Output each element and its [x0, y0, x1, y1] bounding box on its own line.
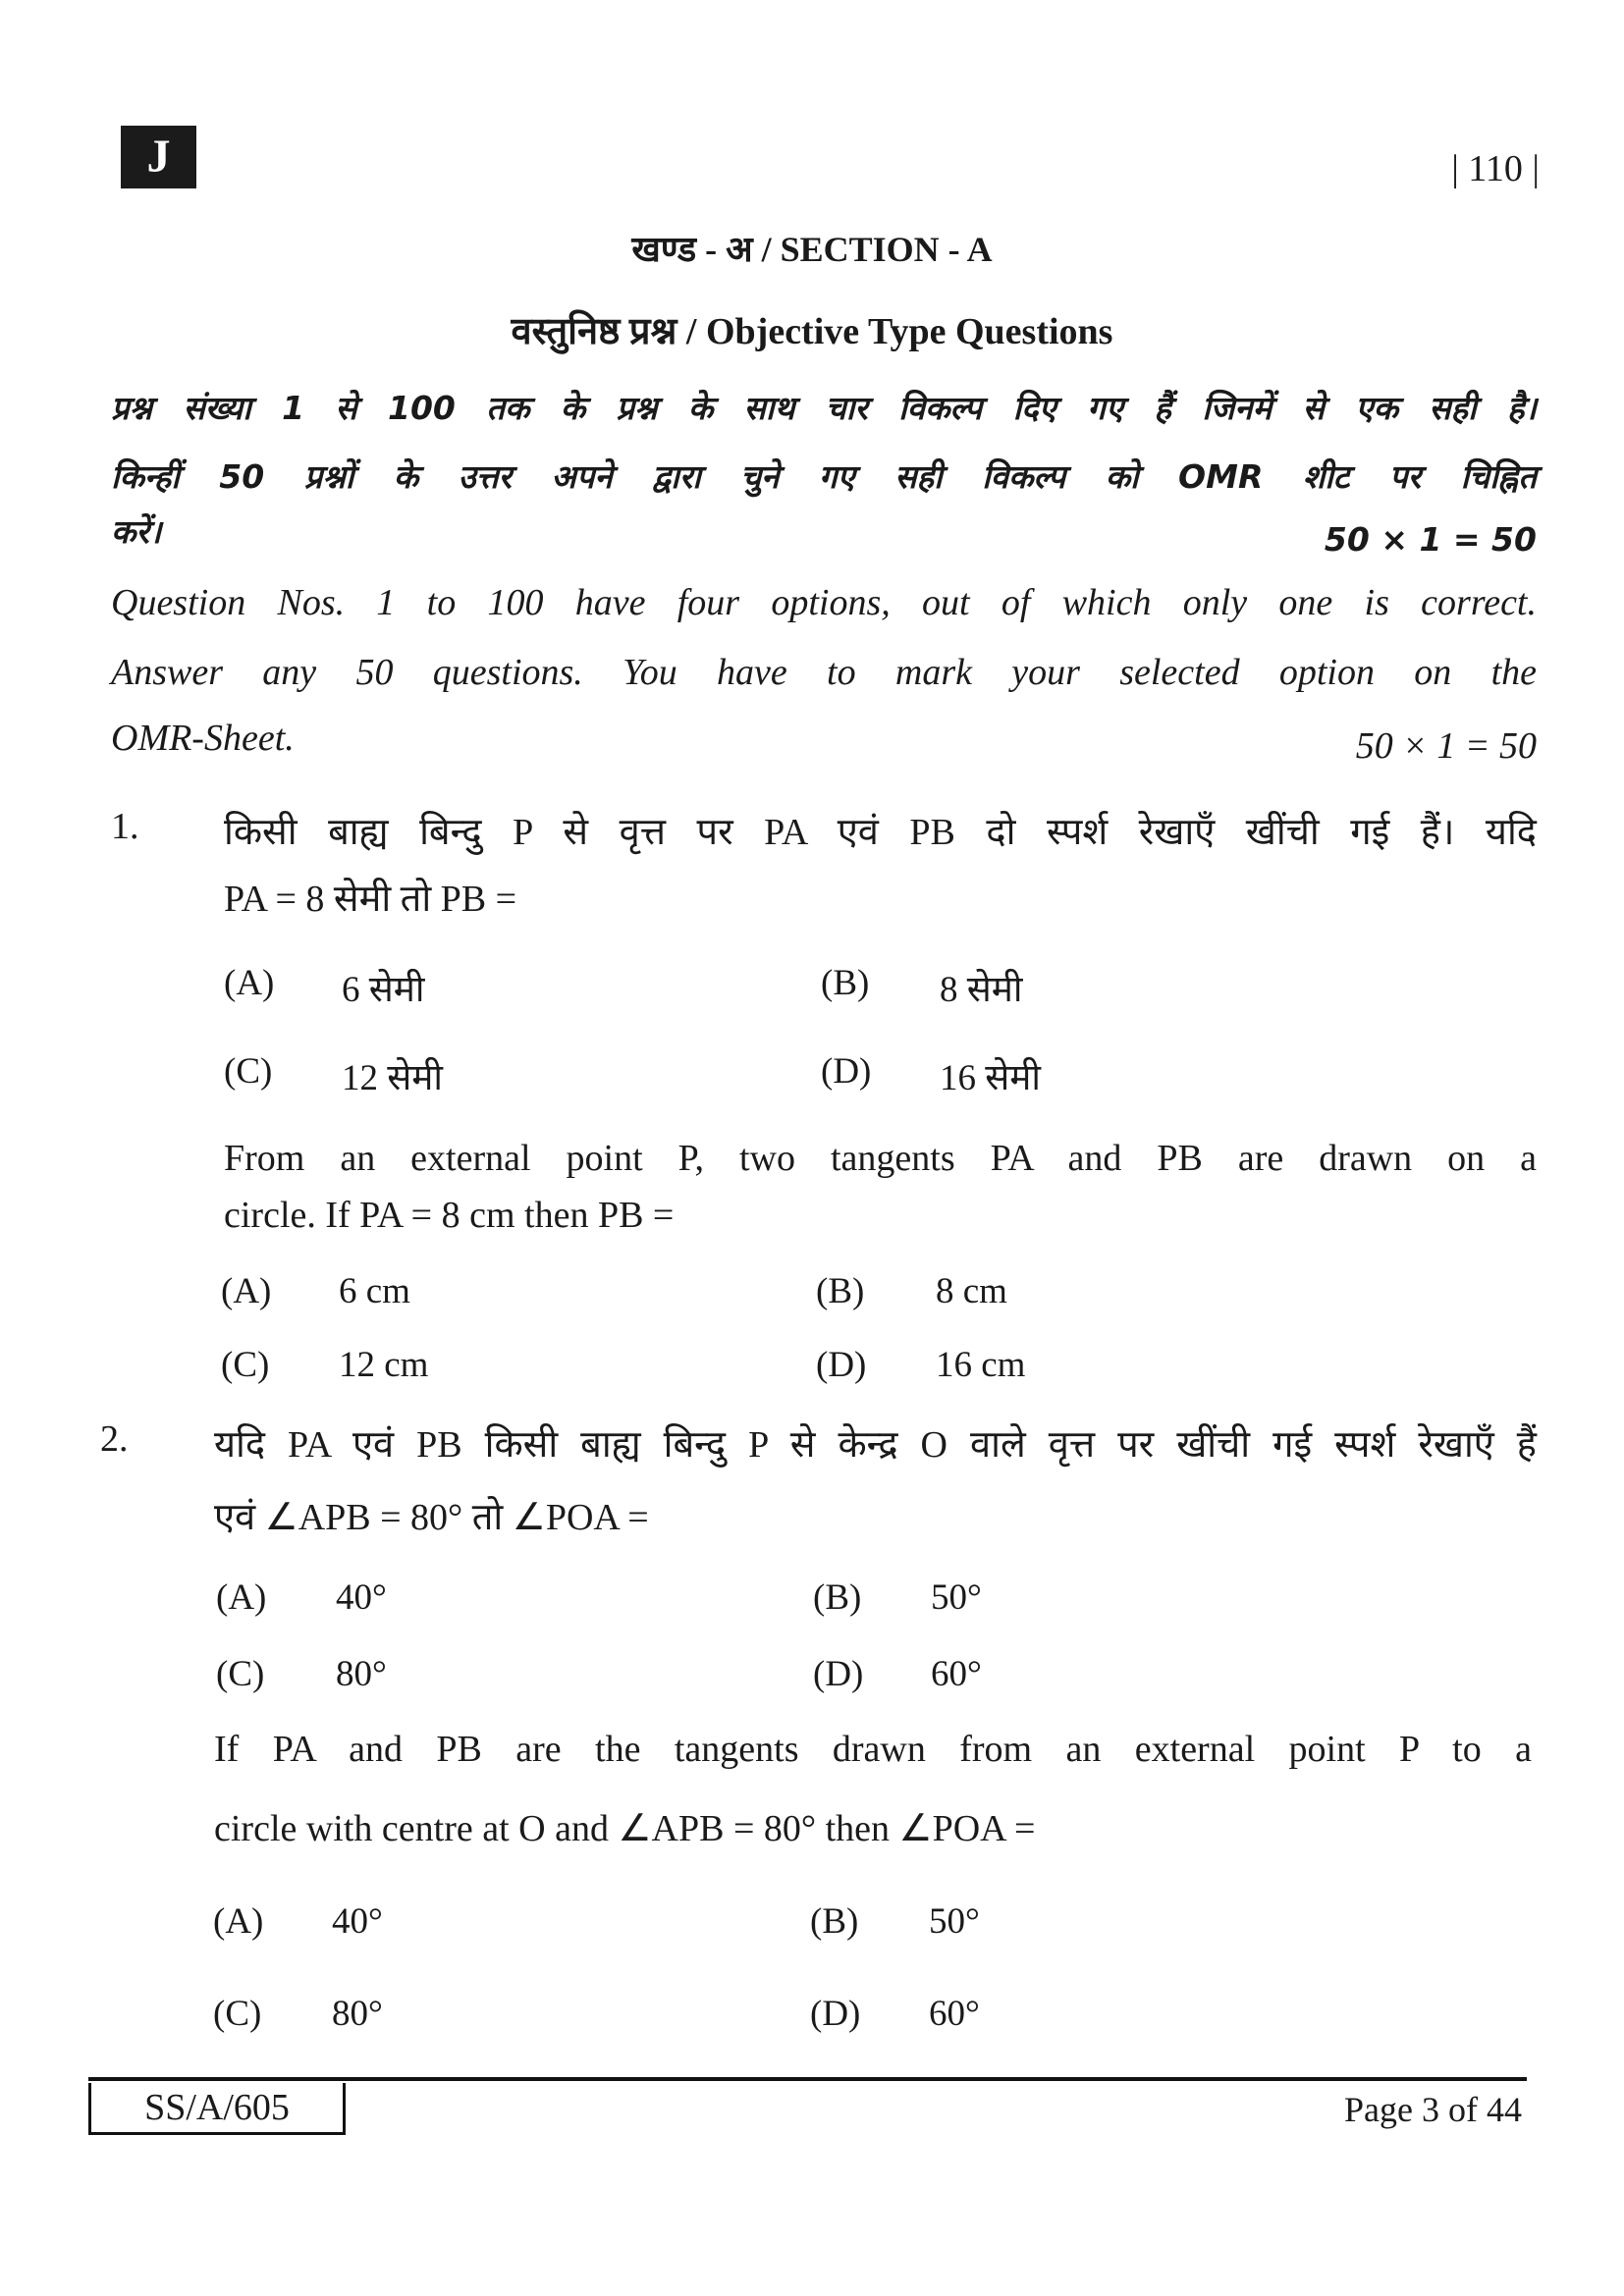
option-value: 6 cm	[339, 1271, 410, 1311]
option-label: (B)	[821, 963, 870, 1003]
option-value: 12 cm	[339, 1345, 429, 1385]
page-number: Page 3 of 44	[1344, 2090, 1522, 2129]
marks-english: 50 × 1 = 50	[1355, 725, 1537, 767]
option-value: 6 सेमी	[342, 970, 425, 1010]
instruction-hindi-line: किन्हीं 50 प्रश्नों के उत्तर अपने द्वारा चुने गए सही विकल्प को OMR शीट पर चिह्नित	[111, 457, 1537, 496]
question-english-line: If PA and PB are the tangents drawn from an external point P to a	[214, 1729, 1532, 1770]
option-value: 40°	[332, 1901, 383, 1942]
question-english-line: circle with centre at O and ∠APB = 80° then ∠POA =	[214, 1808, 1036, 1849]
instruction-english-line: Answer any 50 questions. You have to mark your selected option on the	[111, 652, 1537, 693]
option-label: (D)	[816, 1345, 867, 1385]
paper-code: | 110 |	[1451, 148, 1540, 189]
option-label: (A)	[224, 963, 275, 1003]
instruction-hindi-line: करें।	[111, 512, 162, 551]
instruction-english-line: OMR-Sheet.	[111, 718, 295, 759]
instruction-english-line: Question Nos. 1 to 100 have four options, out of which only one is correct.	[111, 582, 1537, 623]
option-value: 80°	[336, 1654, 387, 1694]
question-hindi-line: PA = 8 सेमी तो PB =	[224, 879, 517, 920]
option-value: 16 सेमी	[940, 1058, 1041, 1098]
question-number: 2.	[100, 1418, 129, 1460]
option-value: 50°	[929, 1901, 980, 1942]
option-value: 8 cm	[936, 1271, 1007, 1311]
question-english-line: circle. If PA = 8 cm then PB =	[224, 1195, 675, 1236]
option-label: (D)	[821, 1051, 872, 1092]
option-value: 60°	[931, 1654, 982, 1694]
question-number: 1.	[111, 806, 139, 847]
paper-id-box: SS/A/605	[88, 2083, 346, 2135]
option-label: (B)	[813, 1577, 862, 1618]
option-value: 80°	[332, 1994, 383, 2034]
question-hindi-line: एवं ∠APB = 80° तो ∠POA =	[214, 1497, 649, 1538]
option-label: (C)	[213, 1994, 262, 2034]
option-label: (C)	[216, 1654, 265, 1694]
section-subtitle: वस्तुनिष्ठ प्रश्न / Objective Type Questions	[511, 311, 1113, 352]
series-mark: J	[121, 126, 196, 188]
option-value: 12 सेमी	[342, 1058, 443, 1098]
section-title: खण्ड - अ / SECTION - A	[631, 230, 993, 269]
option-label: (A)	[213, 1901, 264, 1942]
option-value: 40°	[336, 1577, 387, 1618]
option-label: (B)	[810, 1901, 859, 1942]
option-value: 16 cm	[936, 1345, 1026, 1385]
option-label: (D)	[813, 1654, 864, 1694]
instruction-hindi-line: प्रश्न संख्या 1 से 100 तक के प्रश्न के साथ चार विकल्प दिए गए हैं जिनमें से एक सही है।	[111, 389, 1537, 427]
option-label: (C)	[224, 1051, 273, 1092]
option-value: 8 सेमी	[940, 970, 1023, 1010]
question-hindi-line: किसी बाह्य बिन्दु P से वृत्त पर PA एवं PB दो स्पर्श रेखाएँ खींची गई हैं। यदि	[224, 812, 1537, 853]
option-label: (A)	[216, 1577, 267, 1618]
question-english-line: From an external point P, two tangents PA and PB are drawn on a	[224, 1138, 1537, 1179]
option-label: (A)	[221, 1271, 272, 1311]
option-value: 50°	[931, 1577, 982, 1618]
option-label: (D)	[810, 1994, 861, 2034]
question-hindi-line: यदि PA एवं PB किसी बाह्य बिन्दु P से केन्द्र O वाले वृत्त पर खींची गई स्पर्श रेखाएँ हैं	[214, 1424, 1537, 1466]
option-value: 60°	[929, 1994, 980, 2034]
footer-divider	[88, 2077, 1527, 2081]
option-label: (B)	[816, 1271, 865, 1311]
marks-hindi: 50 × 1 = 50	[1324, 520, 1537, 559]
option-label: (C)	[221, 1345, 270, 1385]
